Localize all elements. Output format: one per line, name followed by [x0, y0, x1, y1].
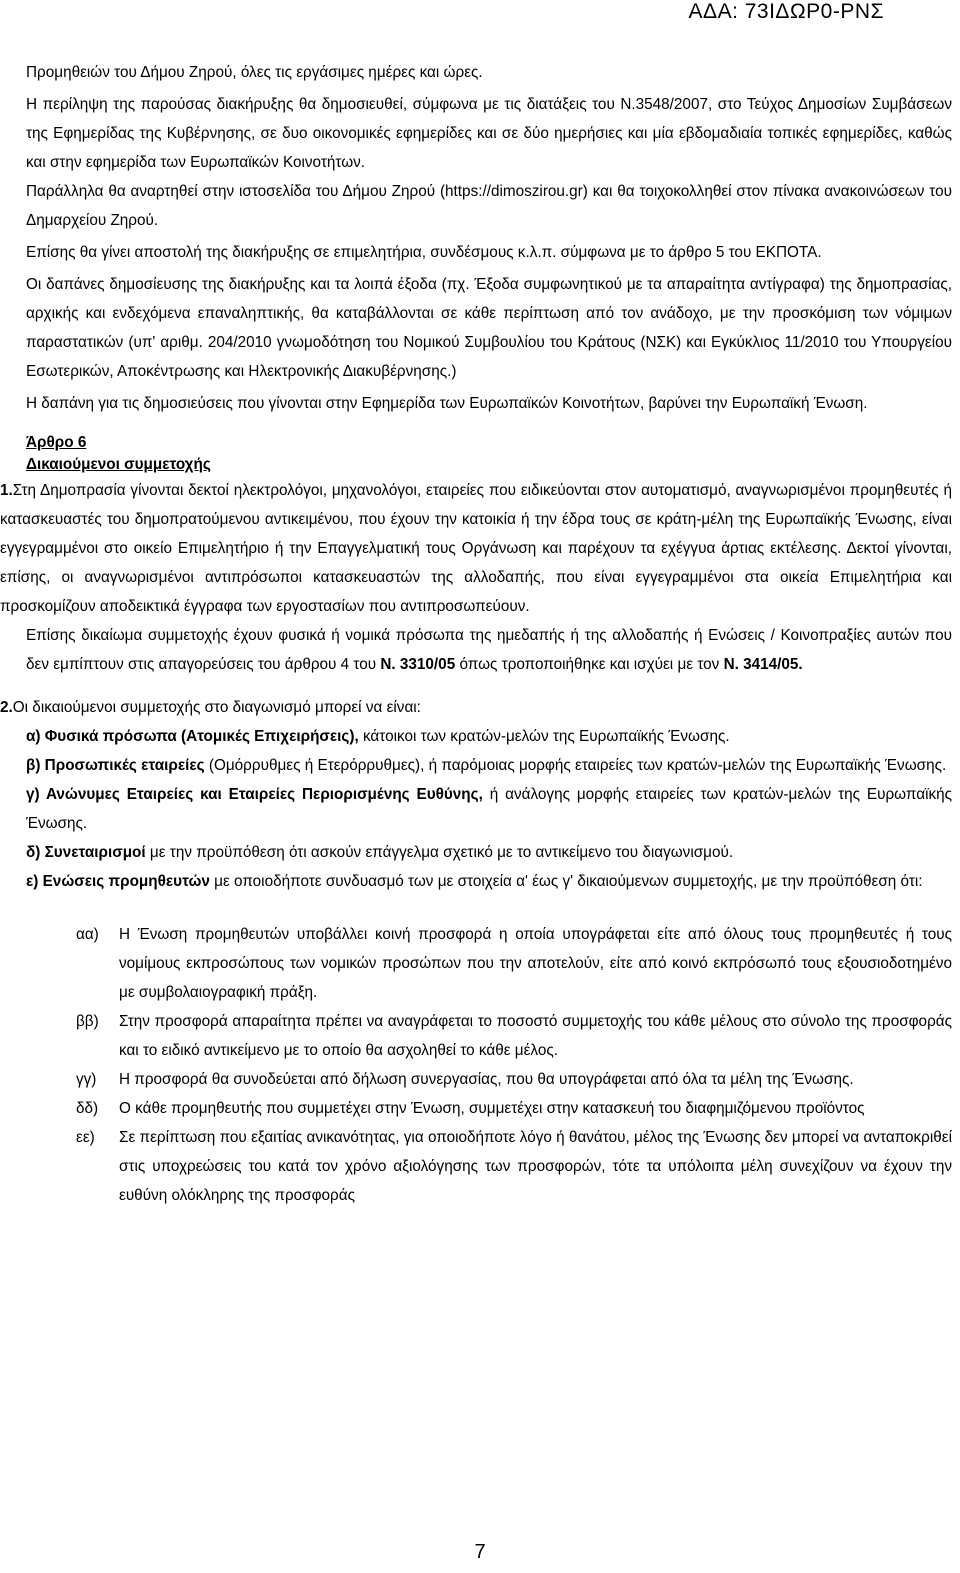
list-item: β) Προσωπικές εταιρείες (Ομόρρυθμες ή Ετερόρρυθμες), ή παρόμοιας μορφής εταιρείες των κρατών-μελών της Ευρωπαϊκής Ένωσης. [26, 757, 947, 774]
sub-list-item: δδ) Ο κάθε προμηθευτής που συμμετέχει στην Ένωση, συμμετέχει στην κατασκευή του διαφημιζόμενου προϊόντος [76, 1100, 865, 1117]
paragraph: Η δαπάνη για τις δημοσιεύσεις που γίνονται στην Εφημερίδα των Ευρωπαϊκών Κοινοτήτων, βαρύνει την Ευρωπαϊκή Ένωση. [26, 395, 868, 412]
paragraph: Επίσης δικαίωμα συμμετοχής έχουν φυσικά ή νομικά πρόσωπα της ημεδαπής ή της αλλοδαπής ή Ενώσεις / Κοινοπραξίες αυτών που δεν εμπίπτουν στις απαγορεύσεις του άρθρου 4 του Ν. 3310/05 όπως τροποποιήθηκε και ισχύει με τον Ν. 3414/05. [26, 627, 952, 673]
list-item: δ) Συνεταιρισμοί με την προϋπόθεση ότι ασκούν επάγγελμα σχετικό με το αντικείμενο του διαγωνισμού. [26, 844, 734, 861]
page-number: 7 [474, 1541, 486, 1563]
section-number: 2. [0, 699, 13, 716]
paragraph: Προμηθειών του Δήμου Ζηρού, όλες τις εργάσιμες ημέρες και ώρες. [26, 64, 483, 81]
section-number: 1. [0, 482, 13, 499]
sub-list-item: ββ) Στην προσφορά απαραίτητα πρέπει να αναγράφεται το ποσοστό συμμετοχής του κάθε μέλους στο σύνολο της προσφοράς και το ειδικό αντικείμενο με το οποίο θα ασχοληθεί το κάθε μέλος. [76, 1013, 952, 1059]
section-1 [0, 476, 952, 621]
sub-list-item: αα) Η Ένωση προμηθευτών υποβάλλει κοινή προσφορά η οποία υπογράφεται είτε από όλους τους προμηθευτές ή τους νομίμους εκπροσώπους των νομικών προσώπων που την αποτελούν, είτε από κοινό εκπρόσωπό τους εξουσιοδοτημένο με συμβολαιογραφική πράξη. [76, 926, 952, 1001]
paragraph: Παράλληλα θα αναρτηθεί στην ιστοσελίδα του Δήμου Ζηρού (https://dimoszirou.gr) και θα τοιχοκολληθεί στον πίνακα ανακοινώσεων του Δημαρχείου Ζηρού. [26, 183, 952, 229]
document-page [0, 58, 952, 1210]
section-text: Οι δικαιούμενοι συμμετοχής στο διαγωνισμό μπορεί να είναι: [12, 699, 421, 716]
section-text: Στη Δημοπρασία γίνονται δεκτοί ηλεκτρολόγοι, μηχανολόγοι, εταιρείες που ειδικεύονται στον αυτοματισμό, αναγνωρισμένοι προμηθευτές ή κατασκευαστές του δημοπρατούμενου αντικειμένου, που έχουν την κατοικία ή την έδρα τους σε κράτη-μέλη της Ευρωπαϊκής Ένωσης, είναι εγγεγραμμένοι στο οικείο Επιμελητήριο ή την Επαγγελματική τους Οργάνωση και παρέχουν τα εχέγγυα άρτιας εκτέλεσης. Δεκτοί γίνονται, επίσης, οι αναγνωρισμένοι αντιπρόσωποι κατασκευαστών της αλλοδαπής, που είναι εγγεγραμμένοι στα οικεία Επιμελητήρια και προσκομίζουν αποδεικτικά έγγραφα των εργοστασίων που αντιπροσωπεύουν. [0, 482, 952, 615]
list-item: γ) Ανώνυμες Εταιρείες και Εταιρείες Περιορισμένης Ευθύνης, ή ανάλογης μορφής εταιρείες των κρατών-μελών της Ευρωπαϊκής Ένωσης. [26, 786, 952, 832]
article-subtitle: Δικαιούμενοι συμμετοχής [26, 456, 211, 473]
list-item: ε) Ενώσεις προμηθευτών με οποιοδήποτε συνδυασμό των με στοιχεία α' έως γ' δικαιούμενων συμμετοχής, με την προϋπόθεση ότι: [26, 873, 923, 890]
paragraph: Επίσης θα γίνει αποστολή της διακήρυξης σε επιμελητήρια, συνδέσμους κ.λ.π. σύμφωνα με το άρθρο 5 του ΕΚΠΟΤΑ. [26, 244, 822, 261]
ada-code: ΑΔΑ: 73ΙΔΩΡ0-ΡΝΣ [688, 0, 884, 23]
list-item: α) Φυσικά πρόσωπα (Ατομικές Επιχειρήσεις), κάτοικοι των κρατών-μελών της Ευρωπαϊκής Ένωσης. [26, 728, 730, 745]
article-title: Άρθρο 6 [26, 434, 87, 451]
sub-list-item: γγ) Η προσφορά θα συνοδεύεται από δήλωση συνεργασίας, που θα υπογράφεται από όλα τα μέλη της Ένωσης. [76, 1071, 854, 1088]
section-2 [0, 693, 952, 722]
paragraph: Η περίληψη της παρούσας διακήρυξης θα δημοσιευθεί, σύμφωνα με τις διατάξεις του Ν.3548/2007, στο Τεύχος Δημοσίων Συμβάσεων της Εφημερίδας της Κυβέρνησης, σε δυο οικονομικές εφημερίδες και σε δύο ημερήσιες και μία εβδομαδιαία τοπικές εφημερίδες, καθώς και στην εφημερίδα των Ευρωπαϊκών Κοινοτήτων. [26, 96, 952, 171]
paragraph: Οι δαπάνες δημοσίευσης της διακήρυξης και τα λοιπά έξοδα (πχ. Έξοδα συμφωνητικού με τα απαραίτητα αντίγραφα) της δημοπρασίας, αρχικής και ενδεχόμενα επαναληπτικής, θα καταβάλλονται σε κάθε περίπτωση από τον ανάδοχο, με την προσκόμιση των νόμιμων παραστατικών (υπ' αριθμ. 204/2010 γνωμοδότηση του Νομικού Συμβουλίου του Κράτους (ΝΣΚ) και Εγκύκλιος 11/2010 του Υπουργείου Εσωτερικών, Αποκέντρωσης και Ηλεκτρονικής Διακυβέρνησης.) [26, 276, 952, 380]
sub-list-item: εε) Σε περίπτωση που εξαιτίας ανικανότητας, για οποιοδήποτε λόγο ή θανάτου, μέλος της Ένωσης δεν μπορεί να ανταποκριθεί στις υποχρεώσεις του κατά τον χρόνο αξιολόγησης των προσφορών, τότε τα υπόλοιπα μέλη συνεχίζουν να έχουν την ευθύνη ολόκληρης της προσφοράς [76, 1129, 952, 1204]
